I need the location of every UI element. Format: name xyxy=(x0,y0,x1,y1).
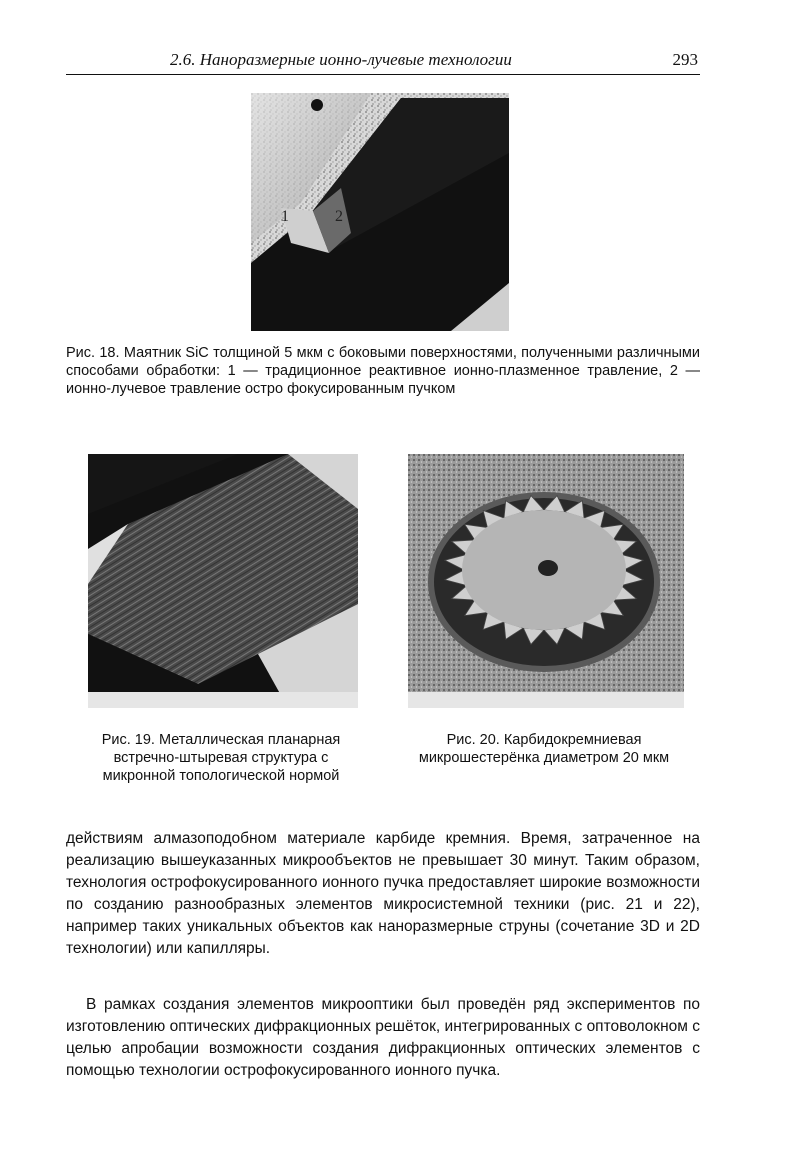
figure-20-caption: Рис. 20. Карбидокремниевая микрошестерёнка диаметром 20 мкм xyxy=(418,732,670,766)
header-title: 2.6. Наноразмерные ионно-лучевые технологии xyxy=(170,50,512,69)
figure-18-caption: Рис. 18. Маятник SiC толщиной 5 мкм с боковыми поверхностями, полученными различными способами обработки: 1 — традиционное реактивное ионно-плазменное травление, 2 — ионно-лучевое травление остро фокусированным пучком xyxy=(66,345,700,397)
figure-19-image xyxy=(88,454,358,708)
fig18-label-1: 1 xyxy=(281,208,289,225)
page-number: 293 xyxy=(672,50,698,69)
running-header xyxy=(66,50,700,75)
figure-18-image xyxy=(251,93,509,331)
figure-20-image xyxy=(408,454,684,708)
body-paragraph-1: действиям алмазоподобном материале карбиде кремния. Время, затраченное на реализацию вышеуказанных микрообъектов не превышает 30 минут. Таким образом, технология острофокусированного ионного пучка предоставляет широкие возможности по созданию разнообразных элементов микросистемной техники (рис. 21 и 22), например таких уникальных объектов как наноразмерные струны (сочетание 3D и 2D технологии) или капилляры. xyxy=(66,830,700,957)
figure-19-caption: Рис. 19. Металлическая планарная встречно-штыревая структура с микронной топологической нормой xyxy=(101,732,341,784)
body-paragraph-2: В рамках создания элементов микрооптики был проведён ряд экспериментов по изготовлению оптических дифракционных решёток, интегрированных с оптоволокном с целью апробации возможности создания дифракционных оптических элементов с помощью технологии острофокусированного ионного пучка. xyxy=(66,996,700,1079)
fig18-label-2: 2 xyxy=(335,208,343,225)
